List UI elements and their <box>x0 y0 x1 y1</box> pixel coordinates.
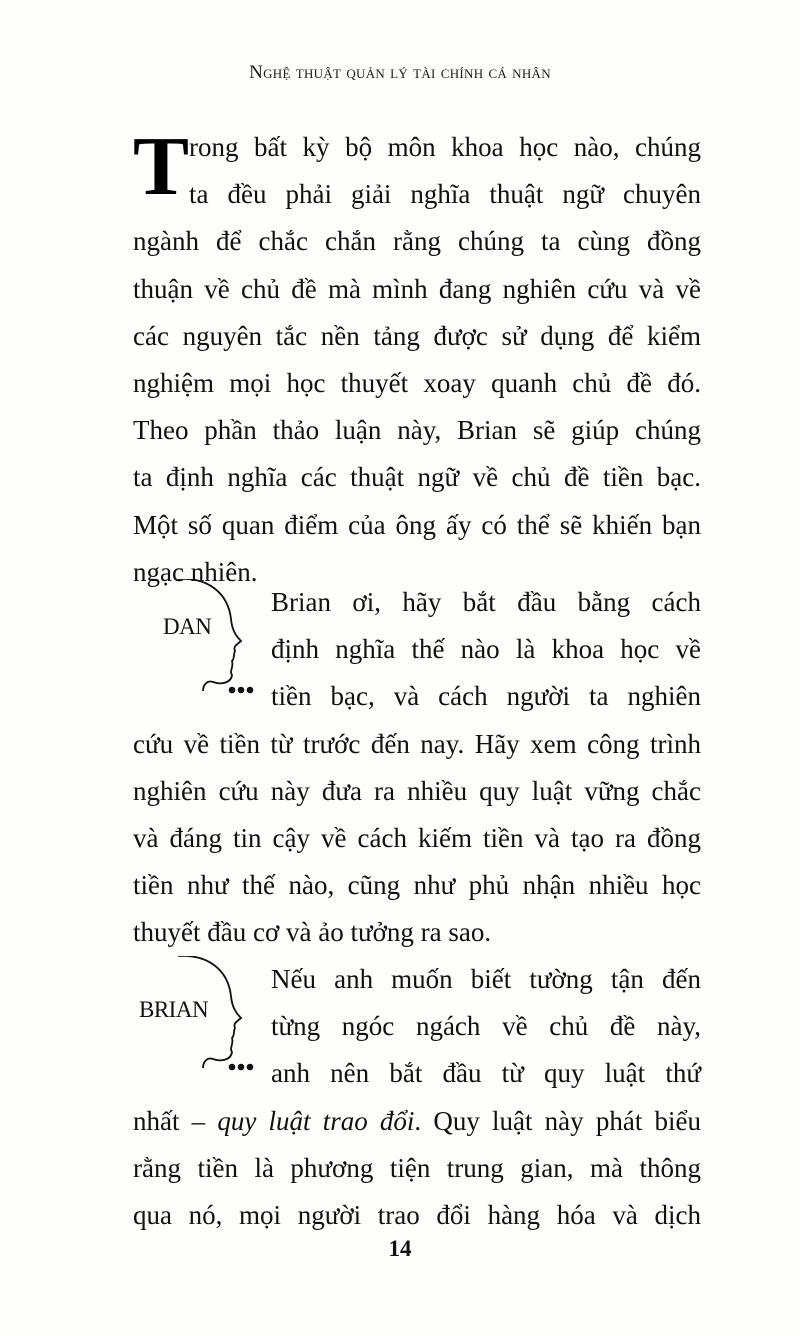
text-line: các nguyên tắc nền tảng được sử dụng để kiểm <box>133 320 701 351</box>
speaker-badge-dan <box>133 579 263 699</box>
text-line: ngành để chắc chắn rằng chúng ta cùng đồng <box>133 226 701 257</box>
text-line: ta định nghĩa các thuật ngữ về chủ đề tiền bạc. <box>133 462 701 493</box>
text-line: Theo phần thảo luận này, Brian sẽ giúp chúng <box>133 415 701 446</box>
text-line: rong bất kỳ bộ môn khoa học nào, chúng <box>189 132 701 162</box>
dialogue-brian <box>133 956 701 1239</box>
text-line: thuận về chủ đề mà mình đang nghiên cứu và về <box>133 273 701 304</box>
speaker-name: BRIAN <box>139 997 209 1022</box>
text-line: qua nó, mọi người trao đổi hàng hóa và dịch <box>133 1199 701 1230</box>
text-line: nghiệm mọi học thuyết xoay quanh chủ đề đó. <box>133 367 701 398</box>
text-line: ngạc nhiên. <box>133 556 258 587</box>
speaker-name: DAN <box>163 614 212 639</box>
text-run: nhất – <box>133 1105 218 1136</box>
text-line: thuyết đầu cơ và ảo tưởng ra sao. <box>133 917 492 948</box>
text-line: anh nên bắt đầu từ quy luật thứ <box>271 1058 701 1089</box>
running-header: Nghệ thuật quản lý tài chính cá nhân <box>249 62 551 83</box>
text-line: tiền bạc, và cách người ta nghiên <box>271 681 701 712</box>
text-line: định nghĩa thế nào là khoa học về <box>271 634 701 665</box>
dialogue-dan <box>133 579 701 957</box>
text-line: tiền như thế nào, cũng như phủ nhận nhiều học <box>133 870 701 901</box>
emphasis-term: quy luật trao đổi <box>217 1105 415 1136</box>
text-line: Brian ơi, hãy bắt đầu bằng cách <box>271 587 701 617</box>
text-line: Một số quan điểm của ông ấy có thể sẽ khiến bạn <box>133 509 701 540</box>
intro-paragraph <box>133 120 701 596</box>
text-line: ta đều phải giải nghĩa thuật ngữ chuyên <box>189 179 701 210</box>
text-line: nghiên cứu này đưa ra nhiều quy luật vững chắc <box>133 775 701 806</box>
text-run: . Quy luật này phát biểu <box>414 1105 701 1136</box>
text-line: và đáng tin cậy về cách kiếm tiền và tạo ra đồng <box>133 822 701 853</box>
text-line: từng ngóc ngách về chủ đề này, <box>271 1011 701 1042</box>
page-number: 14 <box>388 1236 412 1261</box>
text-line: Nếu anh muốn biết tường tận đến <box>271 964 701 994</box>
text-line <box>133 1098 701 1145</box>
text-line: rằng tiền là phương tiện trung gian, mà thông <box>133 1152 701 1183</box>
drop-cap: T <box>133 120 190 213</box>
text-line: cứu về tiền từ trước đến nay. Hãy xem công trình <box>133 728 701 759</box>
speaker-badge-brian <box>133 956 263 1076</box>
